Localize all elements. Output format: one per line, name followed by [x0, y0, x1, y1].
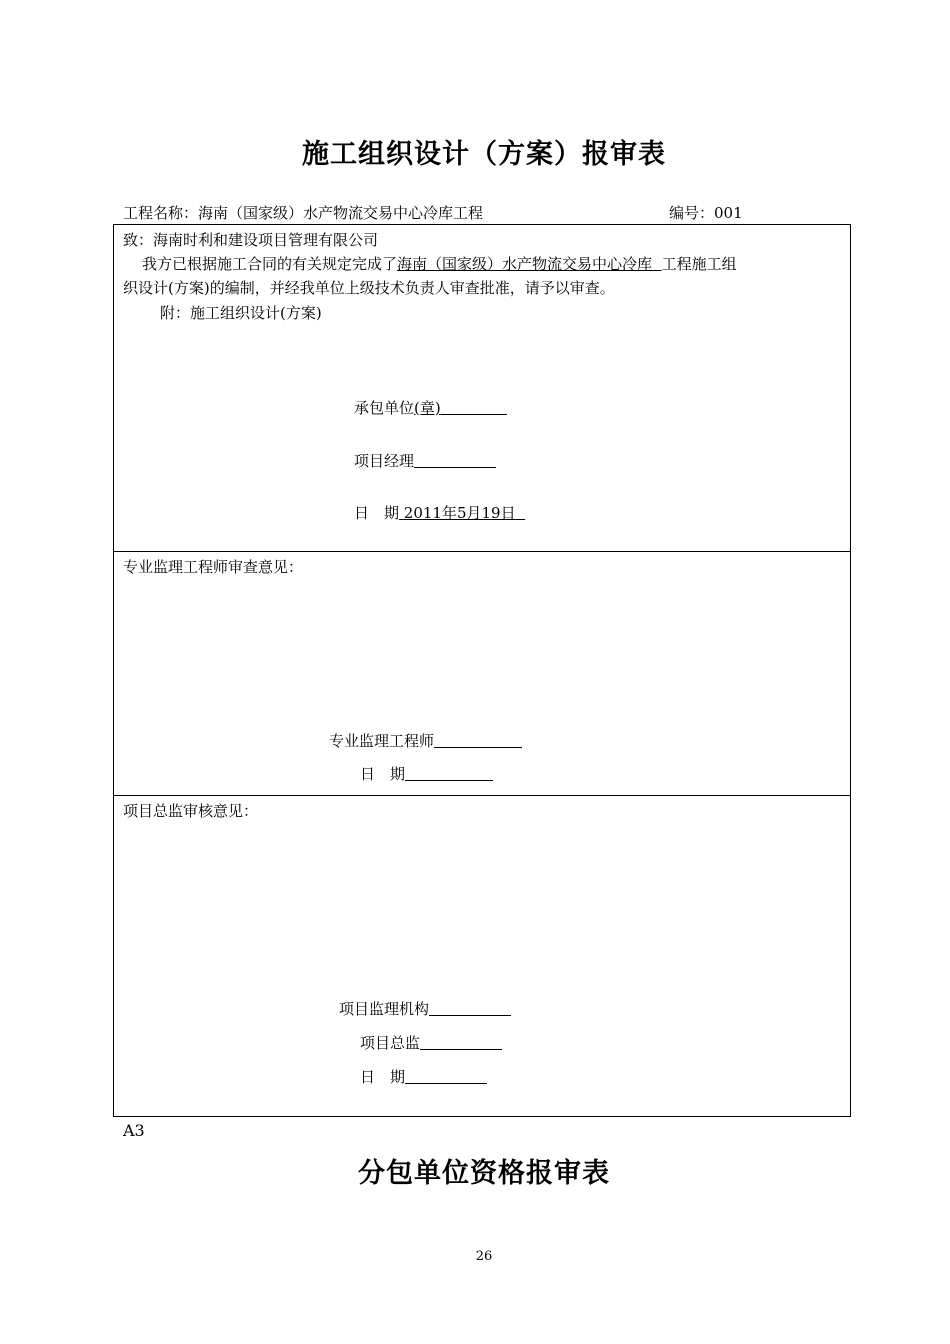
- engineer-label: 专业监理工程师: [329, 732, 435, 750]
- date-value: 2011年5月19日: [403, 504, 516, 522]
- contractor-seal: (章): [414, 399, 441, 417]
- director-review-heading: 项目总监审核意见：: [123, 802, 259, 820]
- body-line-1: [142, 253, 737, 274]
- director-date-blank[interactable]: [405, 1067, 487, 1084]
- project-name-line: [123, 202, 483, 223]
- addressee: 致：海南时利和建设项目管理有限公司: [123, 231, 379, 249]
- director-label: 项目总监: [360, 1034, 421, 1052]
- org-label: 项目监理机构: [339, 1000, 430, 1018]
- project-name: 海南（国家级）水产物流交易中心冷库工程: [198, 204, 484, 222]
- engineer-line: [329, 730, 522, 751]
- attachment-note: 附：施工组织设计(方案): [160, 304, 322, 322]
- org-signature-blank[interactable]: [429, 999, 511, 1016]
- date-label: 日 期: [354, 504, 400, 522]
- org-line: [339, 998, 511, 1019]
- contractor-signature-blank[interactable]: [441, 398, 507, 415]
- contractor-line: [354, 397, 507, 418]
- date-line-1: [354, 502, 525, 523]
- number-label: 编号：: [669, 204, 715, 222]
- body-suffix: 工程施工组: [661, 255, 737, 273]
- engineer-review-heading: 专业监理工程师审查意见：: [123, 558, 304, 576]
- form-number-line: [669, 202, 743, 223]
- next-form-title: 分包单位资格报审表: [358, 1158, 610, 1189]
- body-project-name: 海南（国家级）水产物流交易中心冷库: [397, 255, 653, 273]
- project-label: 工程名称：: [123, 204, 199, 222]
- date-label: 日 期: [360, 765, 406, 783]
- manager-signature-blank[interactable]: [414, 451, 496, 468]
- form-number: 001: [714, 204, 743, 222]
- director-signature-blank[interactable]: [420, 1033, 502, 1050]
- date-line-3: [360, 1066, 487, 1087]
- date-line-2: [360, 763, 493, 784]
- date-label: 日 期: [360, 1068, 406, 1086]
- page-number: 26: [475, 1249, 493, 1264]
- engineer-signature-blank[interactable]: [434, 731, 522, 748]
- manager-line: [354, 450, 496, 471]
- form-code: A3: [123, 1121, 145, 1140]
- body-prefix: 我方已根据施工合同的有关规定完成了: [142, 255, 398, 273]
- engineer-review-section: [113, 551, 851, 796]
- body-line-2: 织设计(方案)的编制，并经我单位上级技术负责人审查批准，请予以审查。: [123, 279, 615, 297]
- contractor-label: 承包单位: [354, 399, 415, 417]
- engineer-date-blank[interactable]: [405, 764, 493, 781]
- director-line: [360, 1032, 502, 1053]
- manager-label: 项目经理: [354, 452, 415, 470]
- form-title: 施工组织设计（方案）报审表: [302, 139, 666, 170]
